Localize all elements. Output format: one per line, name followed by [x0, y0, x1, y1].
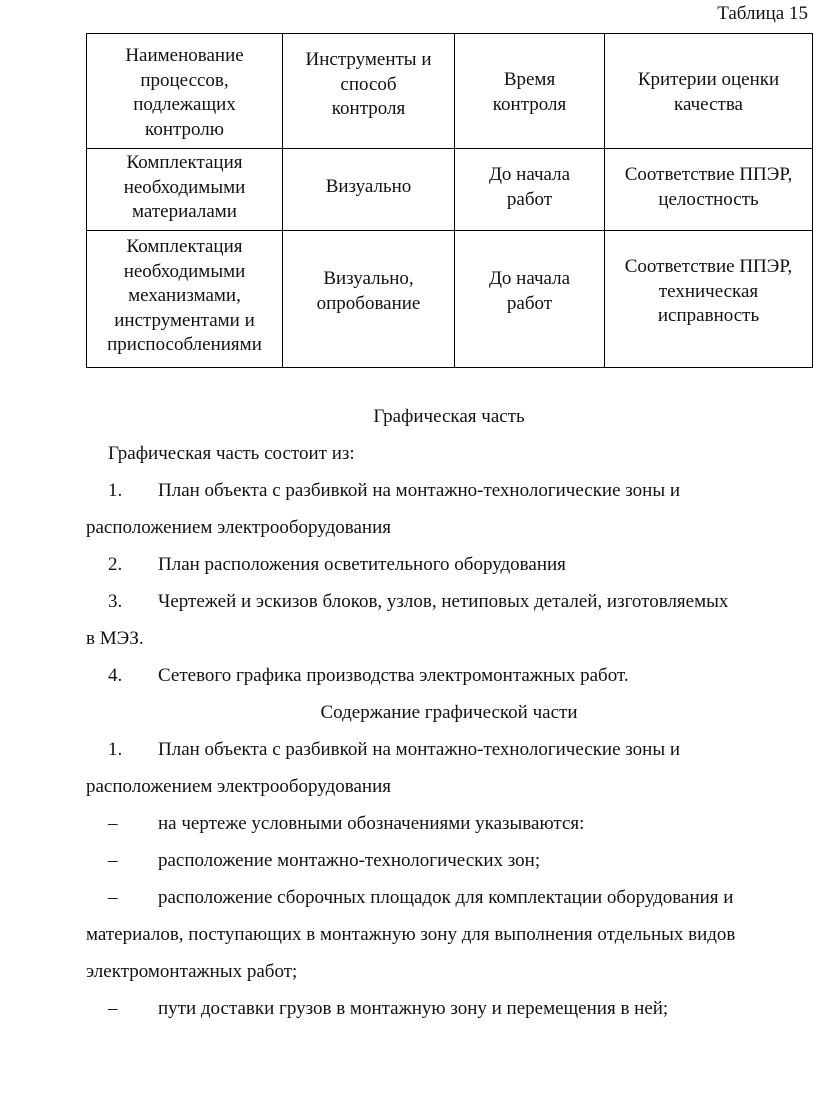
list-item: 2. План расположения осветительного оборудования — [86, 546, 812, 583]
dash-marker: – — [108, 998, 118, 1019]
table-cell: Соответствие ППЭР, техническая исправность — [605, 231, 813, 368]
section-intro: Графическая часть состоит из: — [108, 443, 355, 464]
dash-item: – расположение монтажно-технологических зон; — [86, 842, 812, 879]
header-cell-criteria: Критерии оценки качества — [605, 34, 813, 149]
table-cell: До начала работ — [455, 149, 605, 231]
dash-item: – расположение сборочных площадок для комплектации оборудования и материалов, поступающих в монтажную зону для выполнения отдельных видов электромонтажных работ; — [86, 879, 812, 990]
list-number: 1. — [108, 480, 123, 501]
table-caption: Таблица 15 — [717, 3, 808, 24]
table-row — [87, 231, 813, 368]
list-number: 2. — [108, 554, 123, 575]
header-cell-time: Время контроля — [455, 34, 605, 149]
control-table — [86, 33, 813, 368]
table-header-row — [87, 34, 813, 149]
table-cell: Комплектация необходимыми механизмами, инструментами и приспособлениями — [87, 231, 283, 368]
table-cell: Визуально, опробование — [283, 231, 455, 368]
dash-marker: – — [108, 850, 118, 871]
list-item: 3. Чертежей и эскизов блоков, узлов, нетиповых деталей, изготовляемых в МЭЗ. — [86, 583, 812, 657]
list-number: 3. — [108, 591, 123, 612]
header-cell-process: Наименование процессов, подлежащих контролю — [87, 34, 283, 149]
dash-marker: – — [108, 813, 118, 834]
table-cell: Соответствие ППЭР, целостность — [605, 149, 813, 231]
header-cell-tools: Инструменты и способ контроля — [283, 34, 455, 149]
dash-marker: – — [108, 887, 118, 908]
list-item: 1. План объекта с разбивкой на монтажно-технологические зоны и расположением электрооборудования — [86, 472, 812, 546]
section-title: Содержание графической части — [320, 702, 578, 723]
list-number: 4. — [108, 665, 123, 686]
list-item: 4. Сетевого графика производства электромонтажных работ. — [86, 657, 812, 694]
table-cell: Визуально — [283, 149, 455, 231]
table-cell: Комплектация необходимыми материалами — [87, 149, 283, 231]
section-title: Графическая часть — [373, 406, 525, 427]
table-row — [87, 149, 813, 231]
table-cell: До начала работ — [455, 231, 605, 368]
dash-item: – пути доставки грузов в монтажную зону и перемещения в ней; — [86, 990, 812, 1027]
list-number: 1. — [108, 739, 123, 760]
list-item: 1. План объекта с разбивкой на монтажно-технологические зоны и расположением электрооборудования — [86, 731, 812, 805]
graphic-section — [86, 398, 812, 1027]
dash-item: – на чертеже условными обозначениями указываются: — [86, 805, 812, 842]
